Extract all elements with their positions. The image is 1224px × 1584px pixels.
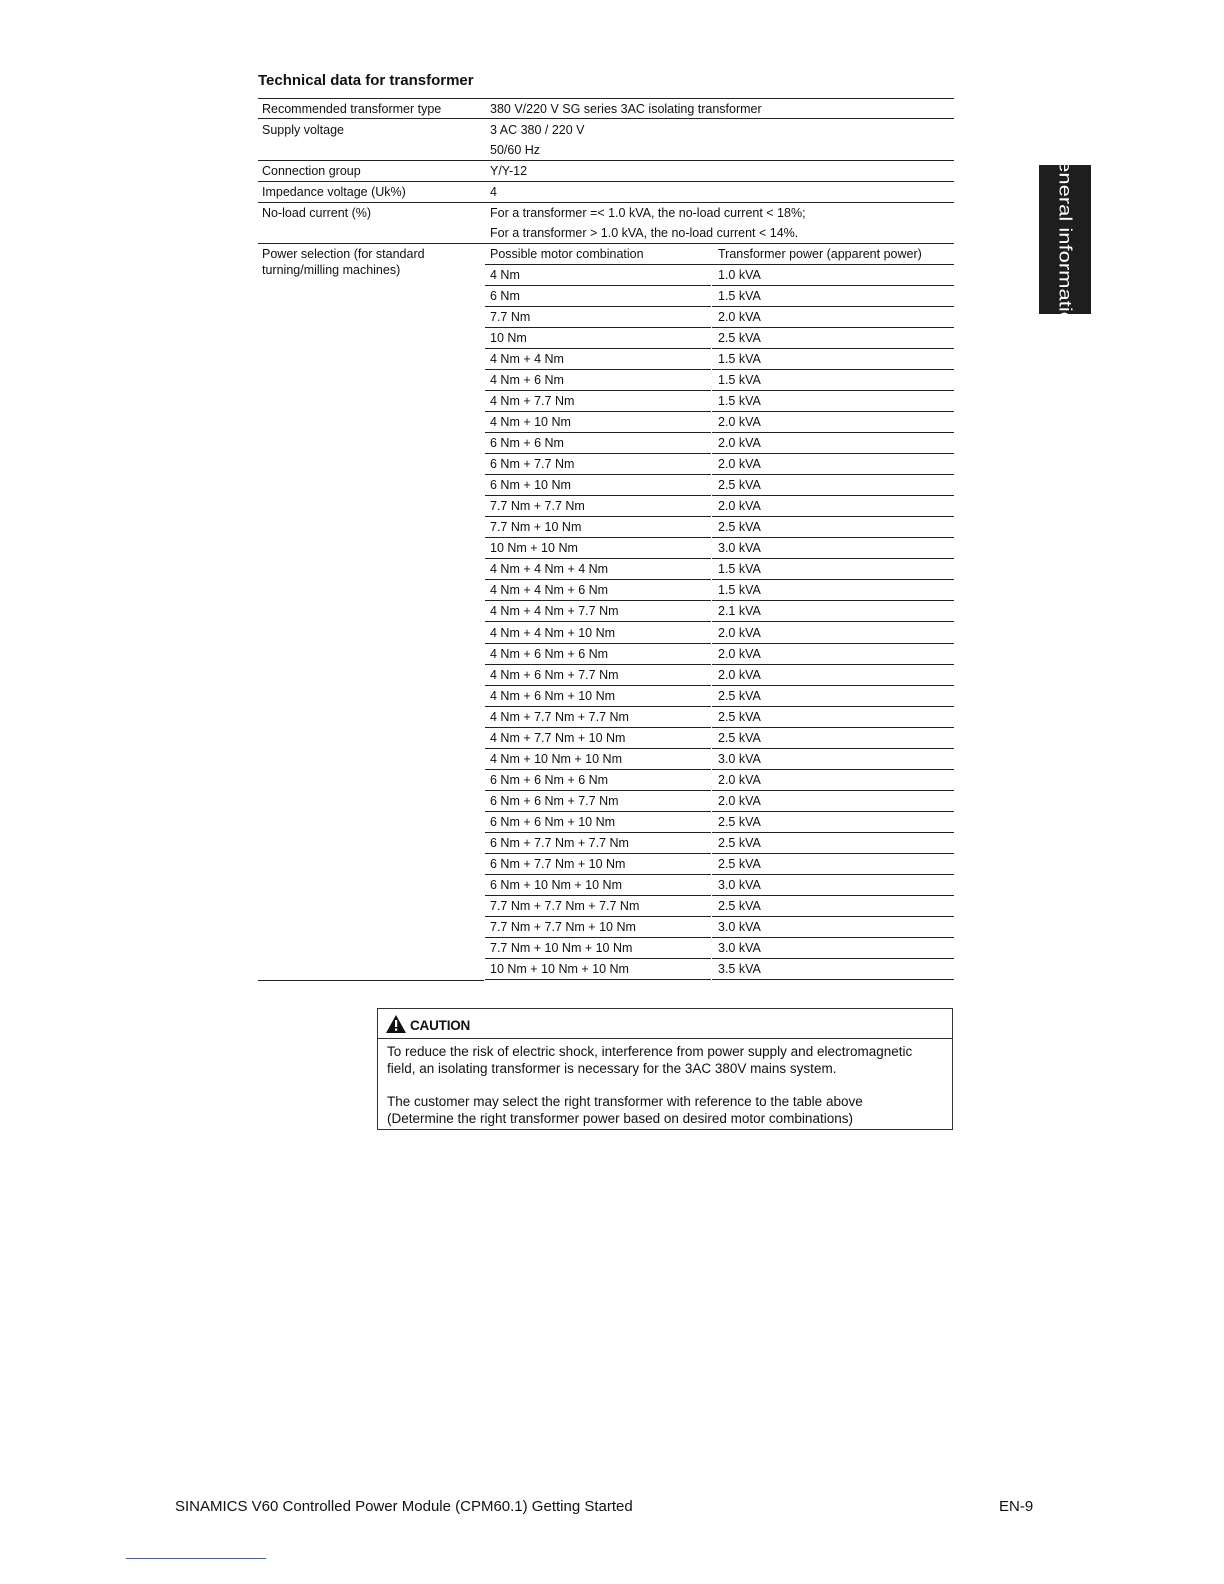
spec-value: For a transformer > 1.0 kVA, the no-load current < 14%. [490, 225, 799, 240]
transformer-power-cell: 2.0 kVA [718, 667, 761, 682]
caution-paragraph-2-line-2: (Determine the right transformer power based on desired motor combinations) [387, 1111, 853, 1126]
transformer-power-cell: 2.0 kVA [718, 625, 761, 640]
caution-box [377, 1008, 953, 1130]
header-divider [485, 264, 954, 265]
motor-combination-cell: 6 Nm + 7.7 Nm [490, 457, 575, 472]
row-divider [485, 643, 711, 644]
motor-combination-cell: 4 Nm + 4 Nm + 7.7 Nm [490, 604, 619, 619]
motor-combination-cell: 4 Nm + 7.7 Nm + 7.7 Nm [490, 709, 629, 724]
row-divider [485, 348, 711, 349]
motor-combination-cell: 6 Nm [490, 289, 520, 304]
row-divider [258, 243, 954, 244]
motor-combination-cell: 4 Nm + 7.7 Nm [490, 394, 575, 409]
page-title: Technical data for transformer [258, 72, 474, 89]
footer-link-rule [126, 1558, 266, 1559]
row-divider [712, 895, 954, 896]
spec-label: No-load current (%) [262, 206, 372, 220]
spec-label: Supply voltage [262, 123, 345, 137]
motor-combination-cell: 4 Nm + 4 Nm + 10 Nm [490, 625, 616, 640]
row-divider [485, 327, 711, 328]
caution-header [378, 1009, 952, 1039]
motor-combination-cell: 7.7 Nm + 7.7 Nm + 7.7 Nm [490, 898, 640, 913]
spec-label: Connection group [262, 164, 361, 178]
row-divider [485, 621, 711, 622]
row-divider [712, 432, 954, 433]
transformer-power-cell: 2.5 kVA [718, 856, 761, 871]
transformer-power-cell: 2.5 kVA [718, 478, 761, 493]
motor-combination-cell: 4 Nm + 6 Nm + 6 Nm [490, 646, 609, 661]
row-divider [712, 832, 954, 833]
transformer-power-cell: 2.0 kVA [718, 793, 761, 808]
transformer-power-cell: 2.5 kVA [718, 331, 761, 346]
row-divider [258, 118, 954, 119]
row-divider [712, 664, 954, 665]
motor-combination-cell: 4 Nm + 6 Nm + 7.7 Nm [490, 667, 619, 682]
spec-value: 3 AC 380 / 220 V [490, 123, 585, 137]
transformer-power-cell: 2.5 kVA [718, 730, 761, 745]
row-divider [485, 937, 711, 938]
row-divider [712, 495, 954, 496]
motor-combination-cell: 6 Nm + 7.7 Nm + 7.7 Nm [490, 835, 629, 850]
row-divider [485, 769, 711, 770]
row-divider [485, 832, 711, 833]
spec-value: 4 [490, 185, 497, 199]
transformer-power-cell: 3.0 kVA [718, 541, 761, 556]
transformer-power-cell: 2.0 kVA [718, 415, 761, 430]
row-divider [258, 202, 954, 203]
row-divider [485, 874, 711, 875]
motor-combination-cell: 7.7 Nm + 7.7 Nm + 10 Nm [490, 919, 636, 934]
transformer-power-cell: 2.5 kVA [718, 814, 761, 829]
row-divider [485, 790, 711, 791]
spec-value: Y/Y-12 [490, 164, 528, 178]
row-divider [258, 160, 954, 161]
row-divider [485, 432, 711, 433]
row-divider [712, 600, 954, 601]
row-divider [485, 685, 711, 686]
side-tab [1039, 142, 1091, 337]
warning-icon [385, 1014, 407, 1034]
caution-paragraph-2-line-1: The customer may select the right transformer with reference to the table above [387, 1094, 863, 1109]
row-divider [712, 769, 954, 770]
row-divider [485, 411, 711, 412]
spec-label: Recommended transformer type [262, 102, 442, 116]
row-divider [712, 516, 954, 517]
power-selection-label: Power selection (for standard [262, 247, 425, 261]
transformer-power-cell: 2.0 kVA [718, 457, 761, 472]
footer-page-number: EN-9 [999, 1498, 1034, 1515]
row-divider [712, 285, 954, 286]
motor-combination-cell: 6 Nm + 10 Nm + 10 Nm [490, 877, 622, 892]
row-divider [485, 495, 711, 496]
row-divider [712, 558, 954, 559]
motor-combination-cell: 6 Nm + 6 Nm [490, 436, 564, 451]
row-divider [485, 958, 711, 959]
row-divider [712, 390, 954, 391]
row-divider [258, 181, 954, 182]
transformer-power-cell: 2.5 kVA [718, 688, 761, 703]
row-divider [712, 916, 954, 917]
motor-combination-cell: 4 Nm + 4 Nm [490, 352, 564, 367]
motor-combination-cell: 7.7 Nm + 10 Nm + 10 Nm [490, 940, 633, 955]
motor-combination-cell: 6 Nm + 10 Nm [490, 478, 571, 493]
row-divider [485, 664, 711, 665]
row-divider [485, 369, 711, 370]
spec-value: For a transformer =< 1.0 kVA, the no-load current < 18%; [490, 206, 806, 220]
row-divider [712, 685, 954, 686]
row-divider [712, 958, 954, 959]
transformer-power-cell: 2.0 kVA [718, 436, 761, 451]
transformer-power-cell: 3.0 kVA [718, 919, 761, 934]
row-divider [485, 579, 711, 580]
transformer-power-cell: 1.5 kVA [718, 352, 761, 367]
transformer-power-cell: 2.0 kVA [718, 310, 761, 325]
row-divider [485, 306, 711, 307]
motor-combination-cell: 7.7 Nm + 10 Nm [490, 520, 582, 535]
row-divider [485, 600, 711, 601]
motor-combination-cell: 10 Nm + 10 Nm [490, 541, 578, 556]
transformer-power-cell: 1.5 kVA [718, 373, 761, 388]
power-selection-label: turning/milling machines) [262, 263, 401, 277]
row-divider [485, 706, 711, 707]
motor-combination-cell: 6 Nm + 7.7 Nm + 10 Nm [490, 856, 626, 871]
spec-label: Impedance voltage (Uk%) [262, 185, 406, 199]
row-divider [712, 306, 954, 307]
row-divider [712, 853, 954, 854]
transformer-power-cell: 1.5 kVA [718, 394, 761, 409]
row-divider [485, 285, 711, 286]
motor-combination-cell: 4 Nm [490, 268, 520, 282]
row-divider [485, 811, 711, 812]
row-divider [712, 453, 954, 454]
table-bottom-rule [258, 980, 484, 981]
row-divider [712, 748, 954, 749]
row-divider [485, 558, 711, 559]
row-divider [712, 537, 954, 538]
table-top-rule [258, 98, 954, 99]
transformer-power-cell: 2.0 kVA [718, 772, 761, 787]
row-divider [485, 895, 711, 896]
row-divider [712, 706, 954, 707]
row-divider [712, 621, 954, 622]
spec-value: 380 V/220 V SG series 3AC isolating transformer [490, 102, 762, 116]
caution-label: CAUTION [410, 1018, 471, 1033]
caution-paragraph-1-line-1: To reduce the risk of electric shock, interference from power supply and electromagnetic [387, 1044, 913, 1059]
motor-combination-cell: 6 Nm + 6 Nm + 10 Nm [490, 814, 616, 829]
transformer-power-cell: 1.0 kVA [718, 268, 761, 282]
row-divider [712, 369, 954, 370]
transformer-power-cell: 2.0 kVA [718, 499, 761, 514]
row-divider [712, 790, 954, 791]
spec-value: 50/60 Hz [490, 142, 541, 157]
row-divider [712, 811, 954, 812]
motor-combination-cell: 6 Nm + 6 Nm + 7.7 Nm [490, 793, 619, 808]
row-divider [485, 390, 711, 391]
row-divider [712, 411, 954, 412]
row-divider [712, 643, 954, 644]
row-divider [712, 727, 954, 728]
transformer-power-cell: 3.0 kVA [718, 751, 761, 766]
row-divider [712, 874, 954, 875]
row-divider [712, 979, 954, 980]
transformer-power-cell: 2.1 kVA [718, 604, 761, 619]
row-divider [485, 727, 711, 728]
motor-combination-cell: 10 Nm [490, 331, 527, 346]
row-divider [485, 853, 711, 854]
motor-combination-cell: 4 Nm + 10 Nm + 10 Nm [490, 751, 622, 766]
transformer-power-cell: 2.5 kVA [718, 709, 761, 724]
row-divider [485, 453, 711, 454]
column-header-transformer-power: Transformer power (apparent power) [718, 247, 922, 261]
transformer-power-cell: 2.5 kVA [718, 898, 761, 913]
transformer-power-cell: 2.5 kVA [718, 835, 761, 850]
row-divider [485, 537, 711, 538]
transformer-power-cell: 1.5 kVA [718, 562, 761, 577]
motor-combination-cell: 10 Nm + 10 Nm + 10 Nm [490, 961, 629, 976]
column-header-motor-combination: Possible motor combination [490, 247, 644, 261]
motor-combination-cell: 4 Nm + 4 Nm + 4 Nm [490, 562, 609, 577]
row-divider [485, 474, 711, 475]
transformer-power-cell: 2.0 kVA [718, 646, 761, 661]
row-divider [712, 474, 954, 475]
row-divider [712, 327, 954, 328]
transformer-power-cell: 1.5 kVA [718, 289, 761, 304]
transformer-power-cell: 3.0 kVA [718, 877, 761, 892]
transformer-power-cell: 3.0 kVA [718, 940, 761, 955]
motor-combination-cell: 7.7 Nm + 7.7 Nm [490, 499, 585, 514]
transformer-power-cell: 1.5 kVA [718, 583, 761, 598]
motor-combination-cell: 4 Nm + 6 Nm [490, 373, 564, 388]
transformer-power-cell: 2.5 kVA [718, 520, 761, 535]
side-tab-label: General information [1055, 142, 1076, 337]
row-divider [712, 937, 954, 938]
motor-combination-cell: 6 Nm + 6 Nm + 6 Nm [490, 772, 609, 787]
row-divider [485, 748, 711, 749]
motor-combination-cell: 4 Nm + 10 Nm [490, 415, 571, 430]
motor-combination-cell: 4 Nm + 7.7 Nm + 10 Nm [490, 730, 626, 745]
row-divider [712, 579, 954, 580]
footer-document-title: SINAMICS V60 Controlled Power Module (CPM60.1) Getting Started [175, 1498, 633, 1515]
row-divider [485, 916, 711, 917]
motor-combination-cell: 4 Nm + 6 Nm + 10 Nm [490, 688, 616, 703]
transformer-power-cell: 3.5 kVA [718, 961, 761, 976]
row-divider [712, 348, 954, 349]
row-divider [485, 516, 711, 517]
caution-paragraph-1-line-2: field, an isolating transformer is necessary for the 3AC 380V mains system. [387, 1061, 837, 1076]
motor-combination-cell: 7.7 Nm [490, 310, 531, 325]
motor-combination-cell: 4 Nm + 4 Nm + 6 Nm [490, 583, 609, 598]
row-divider [485, 979, 711, 980]
